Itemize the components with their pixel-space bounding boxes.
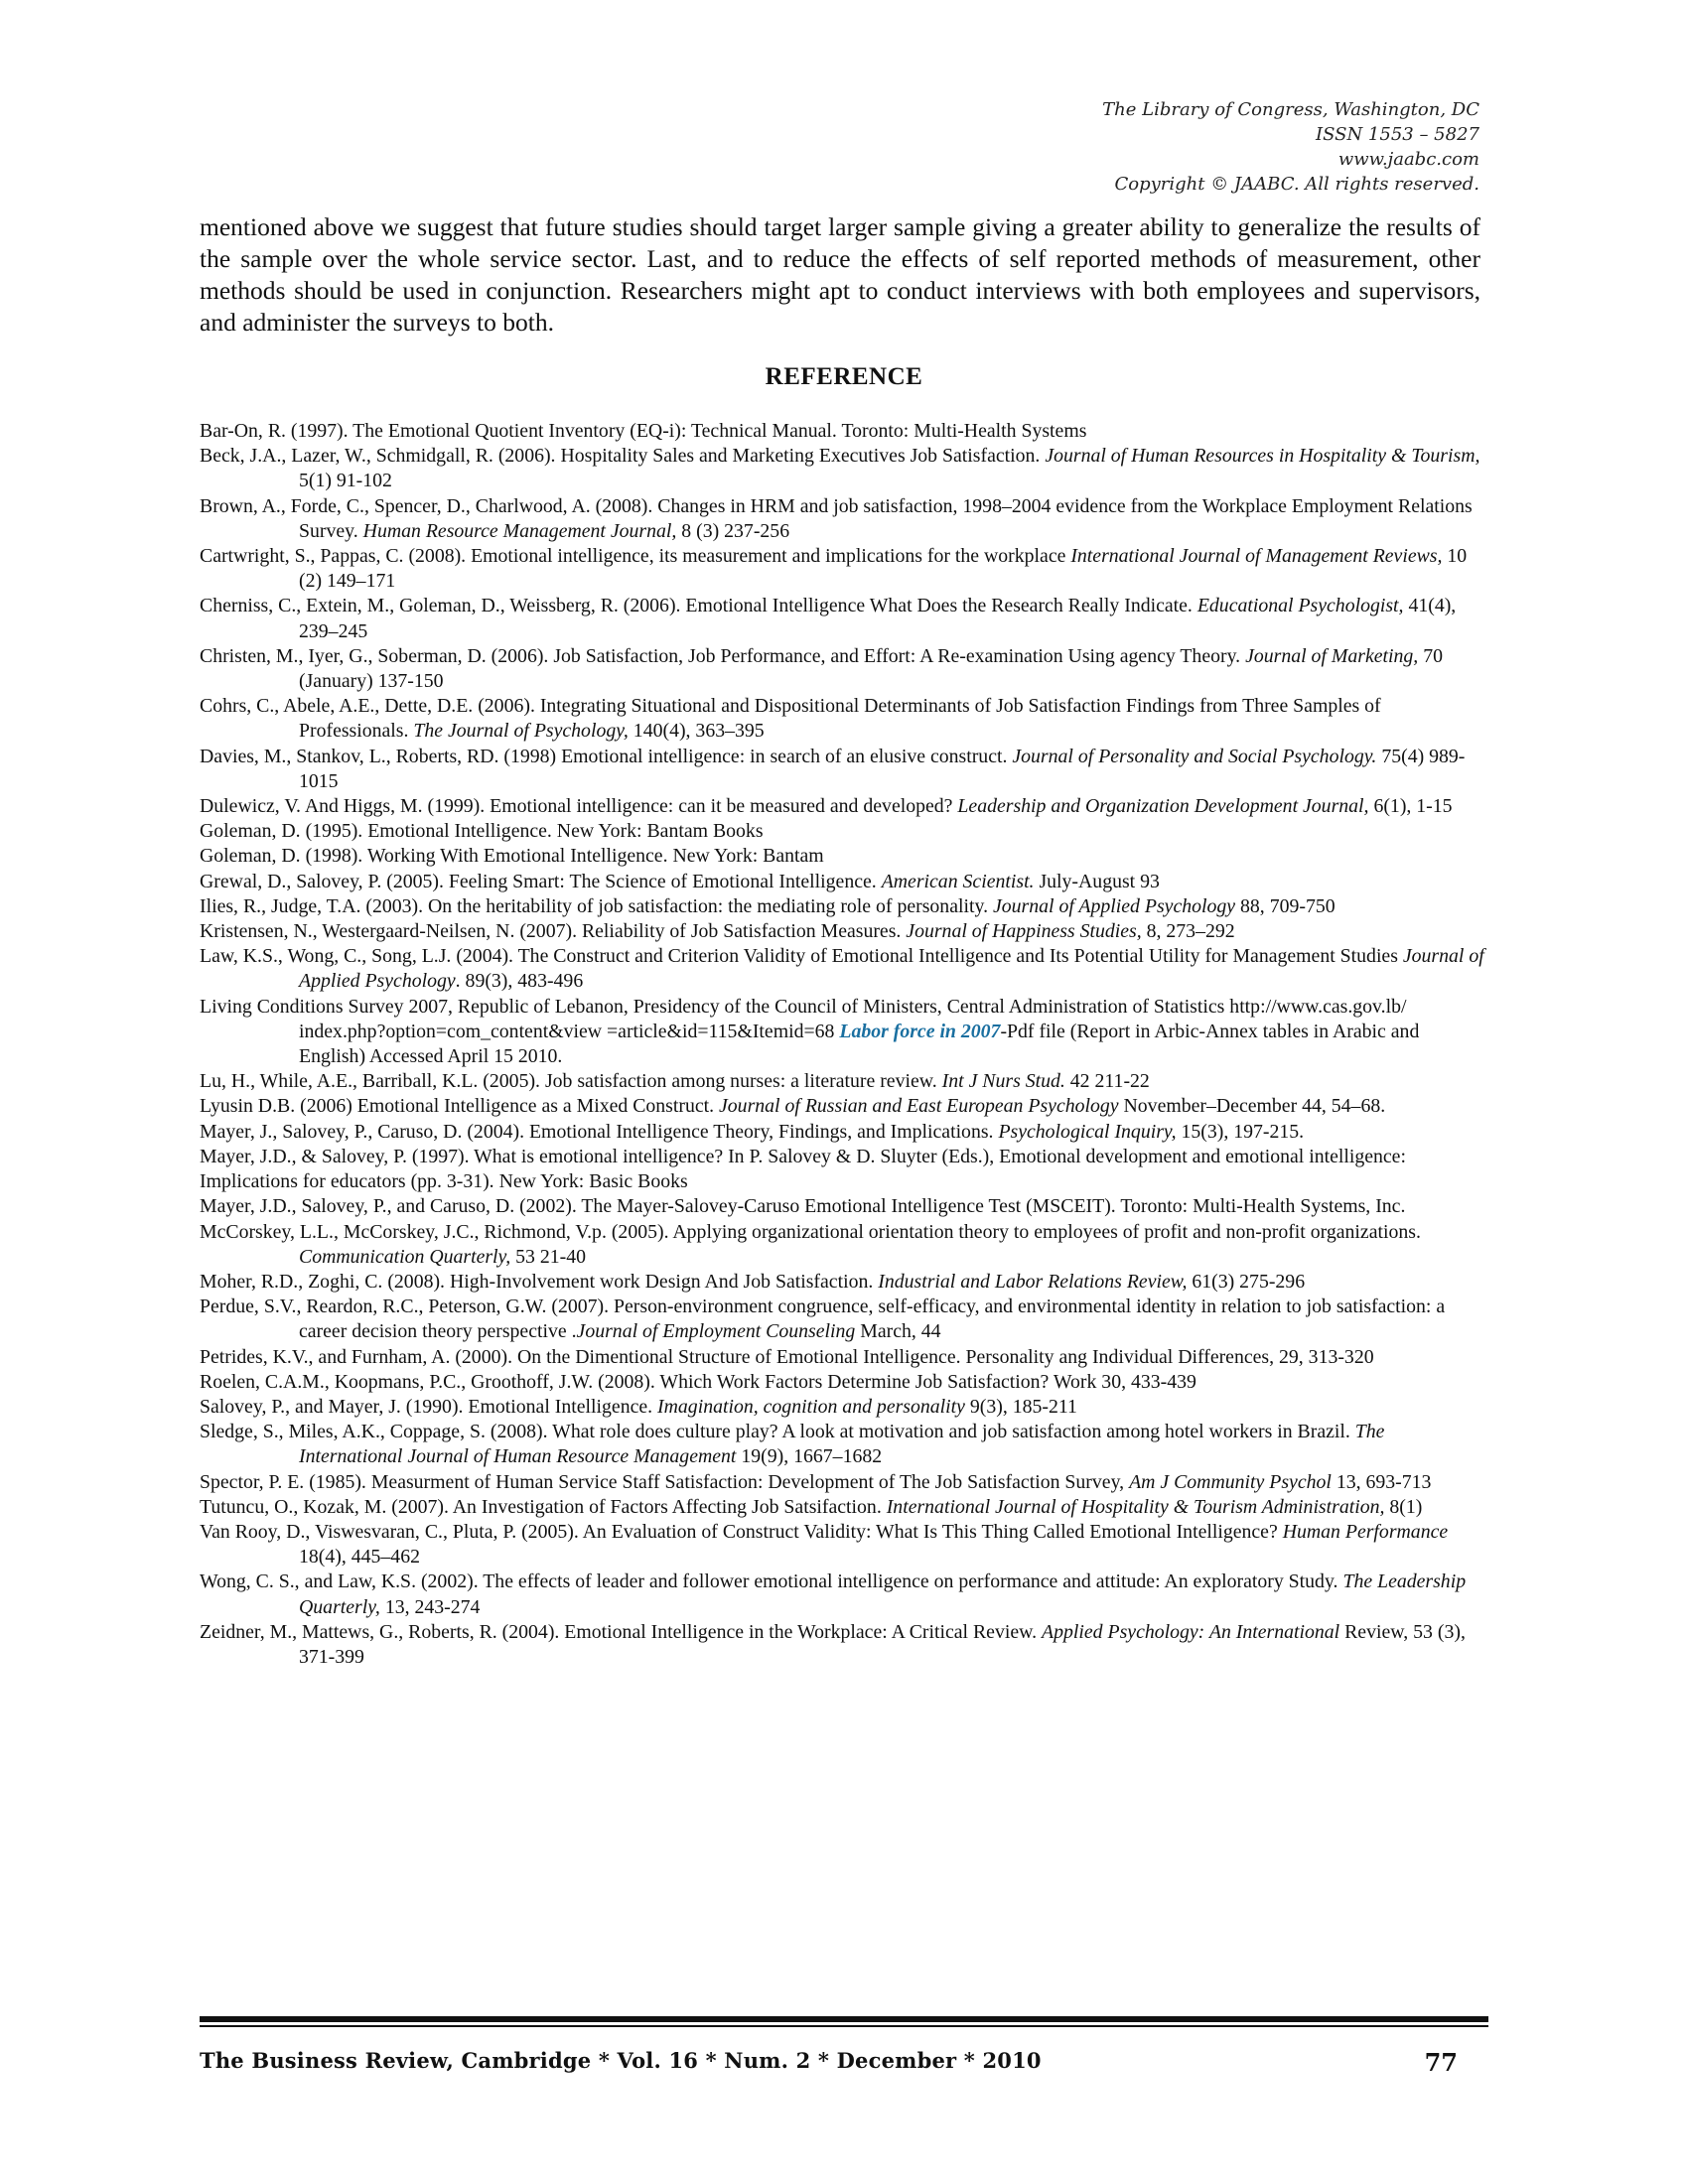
reference-journal-title: Journal of Russian and East European Psychology	[719, 1095, 1119, 1118]
reference-text: Law, K.S., Wong, C., Song, L.J. (2004). The Construct and Criterion Validity of Emotional Intelligence and Its Potential Utility for Management Studies	[200, 945, 1403, 968]
reference-entry	[200, 1470, 1488, 1495]
reference-text: Moher, R.D., Zoghi, C. (2008). High-Involvement work Design And Job Satisfaction.	[200, 1270, 879, 1293]
reference-text: Brown, A., Forde, C., Spencer, D., Charlwood, A. (2008). Changes in HRM and job satisfaction, 1998–2004 evidence from the Workplace Employment Relations Survey.	[200, 494, 1473, 542]
reference-journal-title: Psychological Inquiry,	[998, 1120, 1177, 1143]
reference-volume-pages: 61(3) 275-296	[1187, 1270, 1306, 1293]
reference-journal-title: Journal of Employment Counseling	[576, 1320, 856, 1343]
reference-text: Dulewicz, V. And Higgs, M. (1999). Emotional intelligence: can it be measured and developed?	[200, 795, 958, 818]
reference-volume-pages: 10 (2) 149–171	[299, 545, 1468, 593]
reference-text: Zeidner, M., Mattews, G., Roberts, R. (2004). Emotional Intelligence in the Workplace: A Critical Review.	[200, 1620, 1043, 1643]
reference-text: Living Conditions Survey 2007, Republic of Lebanon, Presidency of the Council of Ministers, Central Administration of Statistics http://www.cas.gov.lb/ index.php?option=com_content&view =article&id=115&Itemid=68	[200, 995, 1407, 1042]
reference-text: Perdue, S.V., Reardon, R.C., Peterson, G.W. (2007). Person-environment congruence, self-efficacy, and environmental identity in relation to job satisfaction: a career decision theory perspective .	[200, 1296, 1446, 1343]
reference-journal-title: Journal of Human Resources in Hospitality & Tourism,	[1045, 445, 1480, 468]
reference-text: Goleman, D. (1995). Emotional Intelligence. New York: Bantam Books	[200, 820, 764, 843]
reference-text: Cohrs, C., Abele, A.E., Dette, D.E. (2006). Integrating Situational and Dispositional Determinants of Job Satisfaction Findings from Three Samples of Professionals.	[200, 695, 1381, 743]
reference-entry	[200, 1370, 1488, 1395]
reference-entry	[200, 1620, 1488, 1670]
reference-volume-pages: 41(4), 239–245	[299, 595, 1457, 642]
reference-entry	[200, 1270, 1488, 1295]
reference-text: Bar-On, R. (1997). The Emotional Quotient Inventory (EQ-i): Technical Manual. Toronto: Multi-Health Systems	[200, 420, 1087, 442]
reference-entry	[200, 1194, 1488, 1219]
reference-text: McCorskey, L.L., McCorskey, J.C., Richmond, V.p. (2005). Applying organizational orientation theory to employees of profit and non-profit organizations.	[200, 1220, 1421, 1243]
reference-text: Wong, C. S., and Law, K.S. (2002). The effects of leader and follower emotional intelligence on performance and attitude: An exploratory Study.	[200, 1570, 1343, 1593]
reference-heading: REFERENCE	[765, 363, 923, 390]
reference-text: Cherniss, C., Extein, M., Goleman, D., Weissberg, R. (2006). Emotional Intelligence What Does the Research Really Indicate.	[200, 595, 1197, 617]
reference-volume-pages: . 89(3), 483-496	[455, 970, 584, 993]
labor-force-link[interactable]: Labor force in 2007	[839, 1020, 1001, 1042]
reference-entry	[200, 419, 1488, 444]
reference-entry	[200, 870, 1488, 894]
reference-text: -Pdf file (Report in Arbic-Annex tables in Arabic and English) Accessed April 15 2010.	[299, 1020, 1420, 1068]
reference-text: Lu, H., While, A.E., Barriball, K.L. (2005). Job satisfaction among nurses: a literature review.	[200, 1070, 942, 1093]
reference-entry	[200, 544, 1488, 594]
footer-journal-citation: The Business Review, Cambridge * Vol. 16 * Num. 2 * December * 2010	[200, 2048, 1042, 2073]
reference-text: Cartwright, S., Pappas, C. (2008). Emotional intelligence, its measurement and implications for the workplace	[200, 545, 1071, 568]
reference-volume-pages: 6(1), 1-15	[1368, 795, 1453, 818]
reference-journal-title: Human Resource Management Journal,	[362, 519, 677, 542]
reference-entry	[200, 694, 1488, 744]
reference-entry	[200, 745, 1488, 794]
reference-entry	[200, 444, 1488, 493]
reference-journal-title: Leadership and Organization Development Journal,	[957, 795, 1369, 818]
reference-journal-title: Journal of Marketing,	[1245, 644, 1419, 667]
reference-entry	[200, 1395, 1488, 1420]
reference-text: Salovey, P., and Mayer, J. (1990). Emotional Intelligence.	[200, 1395, 658, 1418]
reference-entry	[200, 844, 1488, 869]
reference-volume-pages: 140(4), 363–395	[628, 720, 765, 743]
header-website-line: www.jaabc.com	[1337, 149, 1479, 170]
reference-text: Ilies, R., Judge, T.A. (2003). On the heritability of job satisfaction: the mediating role of personality.	[200, 894, 993, 917]
reference-volume-pages: 13, 693-713	[1331, 1470, 1432, 1493]
header-copyright-line: Copyright © JAABC. All rights reserved.	[1114, 174, 1479, 195]
reference-journal-title: Human Performance	[1282, 1520, 1449, 1543]
reference-text: Roelen, C.A.M., Koopmans, P.C., Groothoff, J.W. (2008). Which Work Factors Determine Job Satisfaction? Work 30, 433-439	[200, 1370, 1196, 1393]
reference-volume-pages: July-August 93	[1034, 870, 1160, 892]
page-number: 77	[1424, 2048, 1458, 2077]
reference-text: Spector, P. E. (1985). Measurment of Human Service Staff Satisfaction: Development of The Job Satisfaction Survey,	[200, 1470, 1130, 1493]
intro-paragraph: mentioned above we suggest that future studies should target larger sample giving a greater ability to generalize the results of the sample over the whole service sector. Last, and to reduce the effects of self reported methods of measurement, other methods should be used in conjunction. Researchers might apt to conduct interviews with both employees and supervisors, and administer the surveys to both.	[200, 212, 1480, 337]
reference-journal-title: International Journal of Management Reviews,	[1070, 545, 1443, 568]
reference-volume-pages: 70 (January) 137-150	[299, 644, 1443, 693]
reference-volume-pages: 8(1)	[1384, 1495, 1423, 1518]
reference-volume-pages: 15(3), 197-215.	[1176, 1120, 1305, 1143]
reference-entry	[200, 819, 1488, 844]
reference-volume-pages: 8 (3) 237-256	[676, 519, 790, 542]
reference-journal-title: Communication Quarterly,	[299, 1245, 511, 1268]
reference-text: Goleman, D. (1998). Working With Emotional Intelligence. New York: Bantam	[200, 845, 824, 868]
reference-journal-title: The International Journal of Human Resource Management	[299, 1421, 1385, 1468]
reference-journal-title: Am J Community Psychol	[1129, 1470, 1332, 1493]
journal-header-info	[1102, 97, 1479, 197]
reference-volume-pages: 53 21-40	[510, 1245, 587, 1268]
reference-journal-title: American Scientist.	[881, 870, 1035, 892]
reference-text: Van Rooy, D., Viswesvaran, C., Pluta, P. (2005). An Evaluation of Construct Validity: What Is This Thing Called Emotional Intelligence?	[200, 1520, 1283, 1543]
reference-entry	[200, 1220, 1488, 1270]
reference-volume-pages: 9(3), 185-211	[964, 1395, 1077, 1418]
reference-journal-title: Journal of Applied Psychology	[299, 945, 1484, 993]
reference-entry	[200, 594, 1488, 643]
reference-journal-title: Applied Psychology: An International	[1042, 1620, 1340, 1643]
reference-text: Beck, J.A., Lazer, W., Schmidgall, R. (2006). Hospitality Sales and Marketing Executives Job Satisfaction.	[200, 445, 1046, 468]
reference-journal-title: Journal of Applied Psychology	[992, 894, 1236, 917]
reference-entry	[200, 494, 1488, 544]
reference-text: Christen, M., Iyer, G., Soberman, D. (2006). Job Satisfaction, Job Performance, and Effort: A Re-examination Using agency Theory.	[200, 644, 1246, 667]
reference-entry	[200, 894, 1488, 919]
footer-rule-thin	[200, 2025, 1488, 2027]
header-issn-line: ISSN 1553 – 5827	[1316, 124, 1479, 145]
reference-journal-title: International Journal of Hospitality & Tourism Administration,	[886, 1495, 1385, 1518]
reference-volume-pages: 8, 273–292	[1141, 920, 1235, 943]
header-library-line: The Library of Congress, Washington, DC	[1102, 99, 1479, 120]
reference-volume-pages: November–December 44, 54–68.	[1118, 1095, 1386, 1118]
reference-entry	[200, 1345, 1488, 1370]
reference-volume-pages: 75(4) 989-1015	[299, 745, 1466, 792]
reference-entry	[200, 644, 1488, 694]
reference-text: Mayer, J.D., Salovey, P., and Caruso, D. (2002). The Mayer-Salovey-Caruso Emotional Intelligence Test (MSCEIT). Toronto: Multi-Health Systems, Inc.	[200, 1195, 1406, 1218]
reference-journal-title: Imagination, cognition and personality	[657, 1395, 965, 1418]
footer-rule-thick	[200, 2016, 1488, 2022]
reference-entry	[200, 944, 1488, 994]
reference-entry	[200, 1520, 1488, 1570]
reference-volume-pages: 88, 709-750	[1235, 894, 1336, 917]
reference-entry	[200, 1295, 1488, 1344]
reference-volume-pages: 13, 243-274	[379, 1595, 481, 1618]
reference-volume-pages: March, 44	[855, 1320, 941, 1343]
reference-text: Grewal, D., Salovey, P. (2005). Feeling Smart: The Science of Emotional Intelligence.	[200, 870, 882, 892]
reference-entry	[200, 1420, 1488, 1469]
reference-journal-title: Industrial and Labor Relations Review,	[878, 1270, 1188, 1293]
reference-journal-title: Int J Nurs Stud.	[941, 1070, 1065, 1093]
reference-volume-pages: 18(4), 445–462	[299, 1546, 420, 1569]
reference-entry	[200, 919, 1488, 944]
reference-journal-title: Educational Psychologist,	[1196, 595, 1404, 617]
reference-entry-mayer-1997: Mayer, J.D., & Salovey, P. (1997). What is emotional intelligence? In P. Salovey & D. Sluyter (Eds.), Emotional development and emotional intelligence: Implications for educators (pp. 3-31). New York: Basic Books	[200, 1145, 1406, 1193]
reference-text: Mayer, J., Salovey, P., Caruso, D. (2004). Emotional Intelligence Theory, Findings, and Implications.	[200, 1120, 999, 1143]
reference-entry-living-conditions	[200, 995, 1488, 1070]
reference-text: Lyusin D.B. (2006) Emotional Intelligence as a Mixed Construct.	[200, 1095, 720, 1118]
reference-entry	[200, 1120, 1488, 1145]
reference-volume-pages: 42 211-22	[1064, 1070, 1150, 1093]
reference-list	[200, 419, 1488, 1670]
reference-journal-title: The Leadership Quarterly,	[299, 1570, 1467, 1618]
reference-text: Tutuncu, O., Kozak, M. (2007). An Investigation of Factors Affecting Job Satsifaction.	[200, 1495, 887, 1518]
reference-entry	[200, 1495, 1488, 1520]
reference-text: Sledge, S., Miles, A.K., Coppage, S. (2008). What role does culture play? A look at motivation and job satisfaction among hotel workers in Brazil.	[200, 1421, 1355, 1443]
reference-volume-pages: 19(9), 1667–1682	[736, 1445, 883, 1468]
reference-journal-title: Journal of Personality and Social Psychology.	[1012, 745, 1377, 767]
reference-journal-title: Journal of Happiness Studies,	[906, 920, 1142, 943]
reference-journal-title: The Journal of Psychology,	[413, 720, 629, 743]
reference-entry	[200, 1570, 1488, 1619]
reference-entry	[200, 794, 1488, 819]
reference-entry	[200, 1069, 1488, 1094]
reference-text: Kristensen, N., Westergaard-Neilsen, N. (2007). Reliability of Job Satisfaction Measures.	[200, 920, 907, 943]
reference-volume-pages: 5(1) 91-102	[299, 470, 392, 492]
reference-volume-pages: Review, 53 (3), 371-399	[299, 1620, 1466, 1668]
reference-entry	[200, 1094, 1488, 1119]
reference-text: Petrides, K.V., and Furnham, A. (2000). On the Dimentional Structure of Emotional Intelligence. Personality ang Individual Differences, 29, 313-320	[200, 1345, 1374, 1368]
reference-text: Davies, M., Stankov, L., Roberts, RD. (1998) Emotional intelligence: in search of an elusive construct.	[200, 745, 1013, 767]
